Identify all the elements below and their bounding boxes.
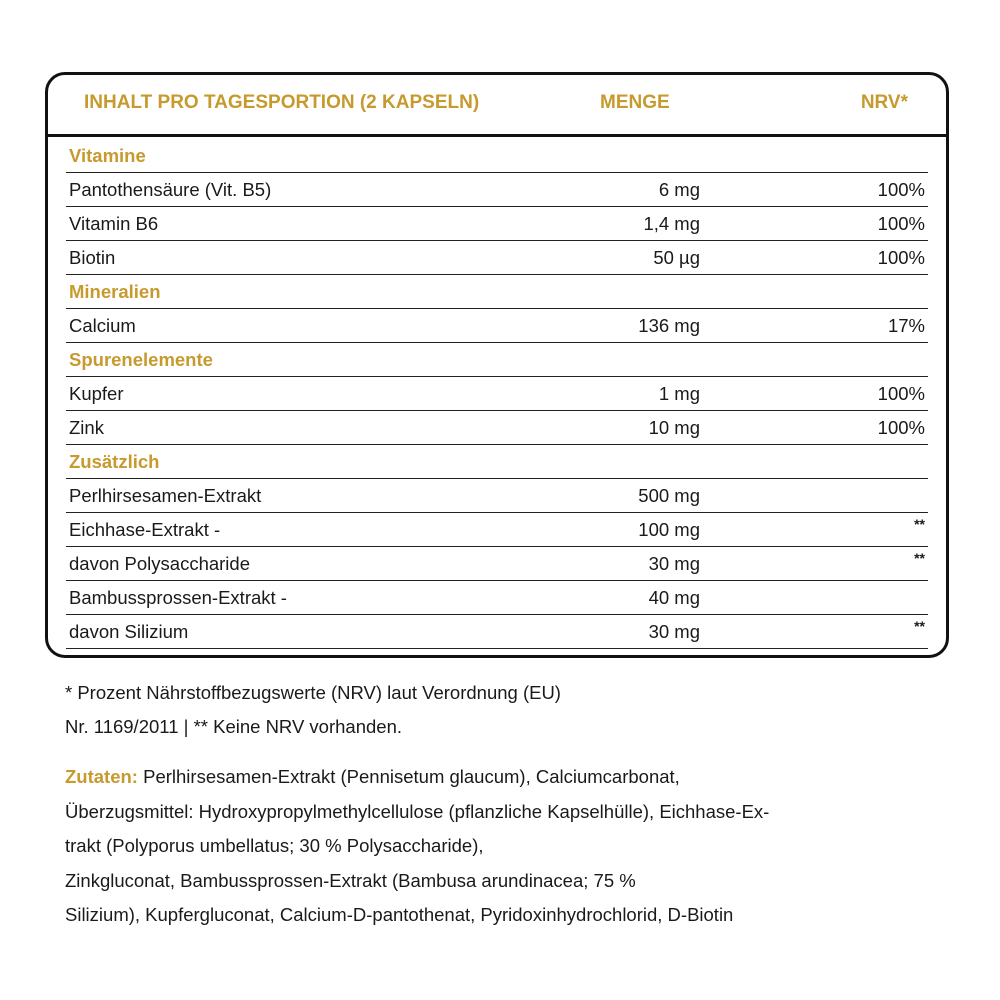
ingredients-text: Perlhirsesamen-Extrakt (Pennisetum glaucum), Calciumcarbonat, [137, 766, 680, 787]
category-label: Vitamine [69, 145, 146, 166]
table-header [48, 75, 946, 137]
table-row [66, 309, 928, 343]
footnote-line: * Prozent Nährstoffbezugswerte (NRV) laut Verordnung (EU) [65, 682, 561, 703]
footnote [65, 676, 945, 744]
nutrient-name: Eichhase-Extrakt - [69, 519, 221, 540]
nutrient-nrv: 100% [877, 417, 925, 438]
nutrient-amount: 1 mg [658, 383, 700, 404]
nutrient-nrv: ** [914, 550, 925, 566]
table-row [66, 377, 928, 411]
nutrient-name: Pantothensäure (Vit. B5) [69, 179, 272, 200]
header-amount: MENGE [600, 92, 670, 113]
table-row [66, 411, 928, 445]
table-row [66, 479, 928, 513]
table-body [66, 139, 928, 649]
category-label: Spurenelemente [69, 349, 213, 370]
category-label: Mineralien [69, 281, 161, 302]
ingredients-label: Zutaten: [65, 766, 138, 787]
nutrient-amount: 40 mg [648, 587, 700, 608]
ingredients-line [65, 760, 945, 795]
nutrient-amount: 136 mg [638, 315, 700, 336]
nutrient-amount: 10 mg [648, 417, 700, 438]
ingredients [65, 760, 945, 933]
table-row [66, 241, 928, 275]
ingredients-line: trakt (Polyporus umbellatus; 30 % Polysaccharide), [65, 835, 484, 856]
table-row [66, 615, 928, 649]
header-nrv: NRV* [860, 92, 908, 113]
nutrient-name: davon Polysaccharide [69, 553, 250, 574]
nutrient-nrv: ** [914, 516, 925, 532]
table-category-row [66, 343, 928, 377]
nutrient-amount: 30 mg [648, 621, 700, 642]
nutrient-name: Zink [69, 417, 104, 438]
nutrient-amount: 500 mg [638, 485, 700, 506]
nutrient-name: Bambussprossen-Extrakt - [69, 587, 287, 608]
ingredients-line: Zinkgluconat, Bambussprossen-Extrakt (Bambusa arundinacea; 75 % [65, 869, 636, 891]
nutrient-nrv: 100% [877, 179, 925, 200]
table-category-row [66, 139, 928, 173]
footnote-line: Nr. 1169/2011 | ** Keine NRV vorhanden. [65, 716, 403, 737]
table-row [66, 207, 928, 241]
category-label: Zusätzlich [69, 451, 160, 472]
table-category-row [66, 445, 928, 479]
header-content: INHALT PRO TAGESPORTION (2 KAPSELN) [84, 92, 480, 113]
ingredients-line: Silizium), Kupfergluconat, Calcium-D-pantothenat, Pyridoxinhydrochlorid, D-Biotin [65, 904, 734, 925]
nutrient-amount: 6 mg [658, 179, 700, 200]
table-row [66, 173, 928, 207]
nutrient-nrv: 100% [877, 383, 925, 404]
nutrient-name: Vitamin B6 [69, 213, 159, 234]
ingredients-line: Überzugsmittel: Hydroxypropylmethylcellulose (pflanzliche Kapselhülle), Eichhase-Ex- [65, 800, 770, 822]
nutrient-amount: 30 mg [648, 553, 700, 574]
nutrient-name: Biotin [69, 247, 116, 268]
nutrient-amount: 50 µg [653, 247, 700, 268]
nutrient-nrv: ** [914, 618, 925, 634]
nutrient-name: Kupfer [69, 383, 124, 404]
nutrition-table [45, 72, 949, 658]
nutrient-nrv: 17% [887, 315, 925, 336]
nutrient-name: Calcium [69, 315, 136, 336]
nutrient-name: davon Silizium [69, 621, 189, 642]
table-row [66, 547, 928, 581]
table-row [66, 581, 928, 615]
nutrient-nrv: 100% [877, 247, 925, 268]
nutrient-name: Perlhirsesamen-Extrakt [69, 485, 262, 506]
nutrient-nrv: 100% [877, 213, 925, 234]
nutrient-amount: 100 mg [638, 519, 700, 540]
nutrient-amount: 1,4 mg [643, 213, 700, 234]
table-category-row [66, 275, 928, 309]
table-row [66, 513, 928, 547]
